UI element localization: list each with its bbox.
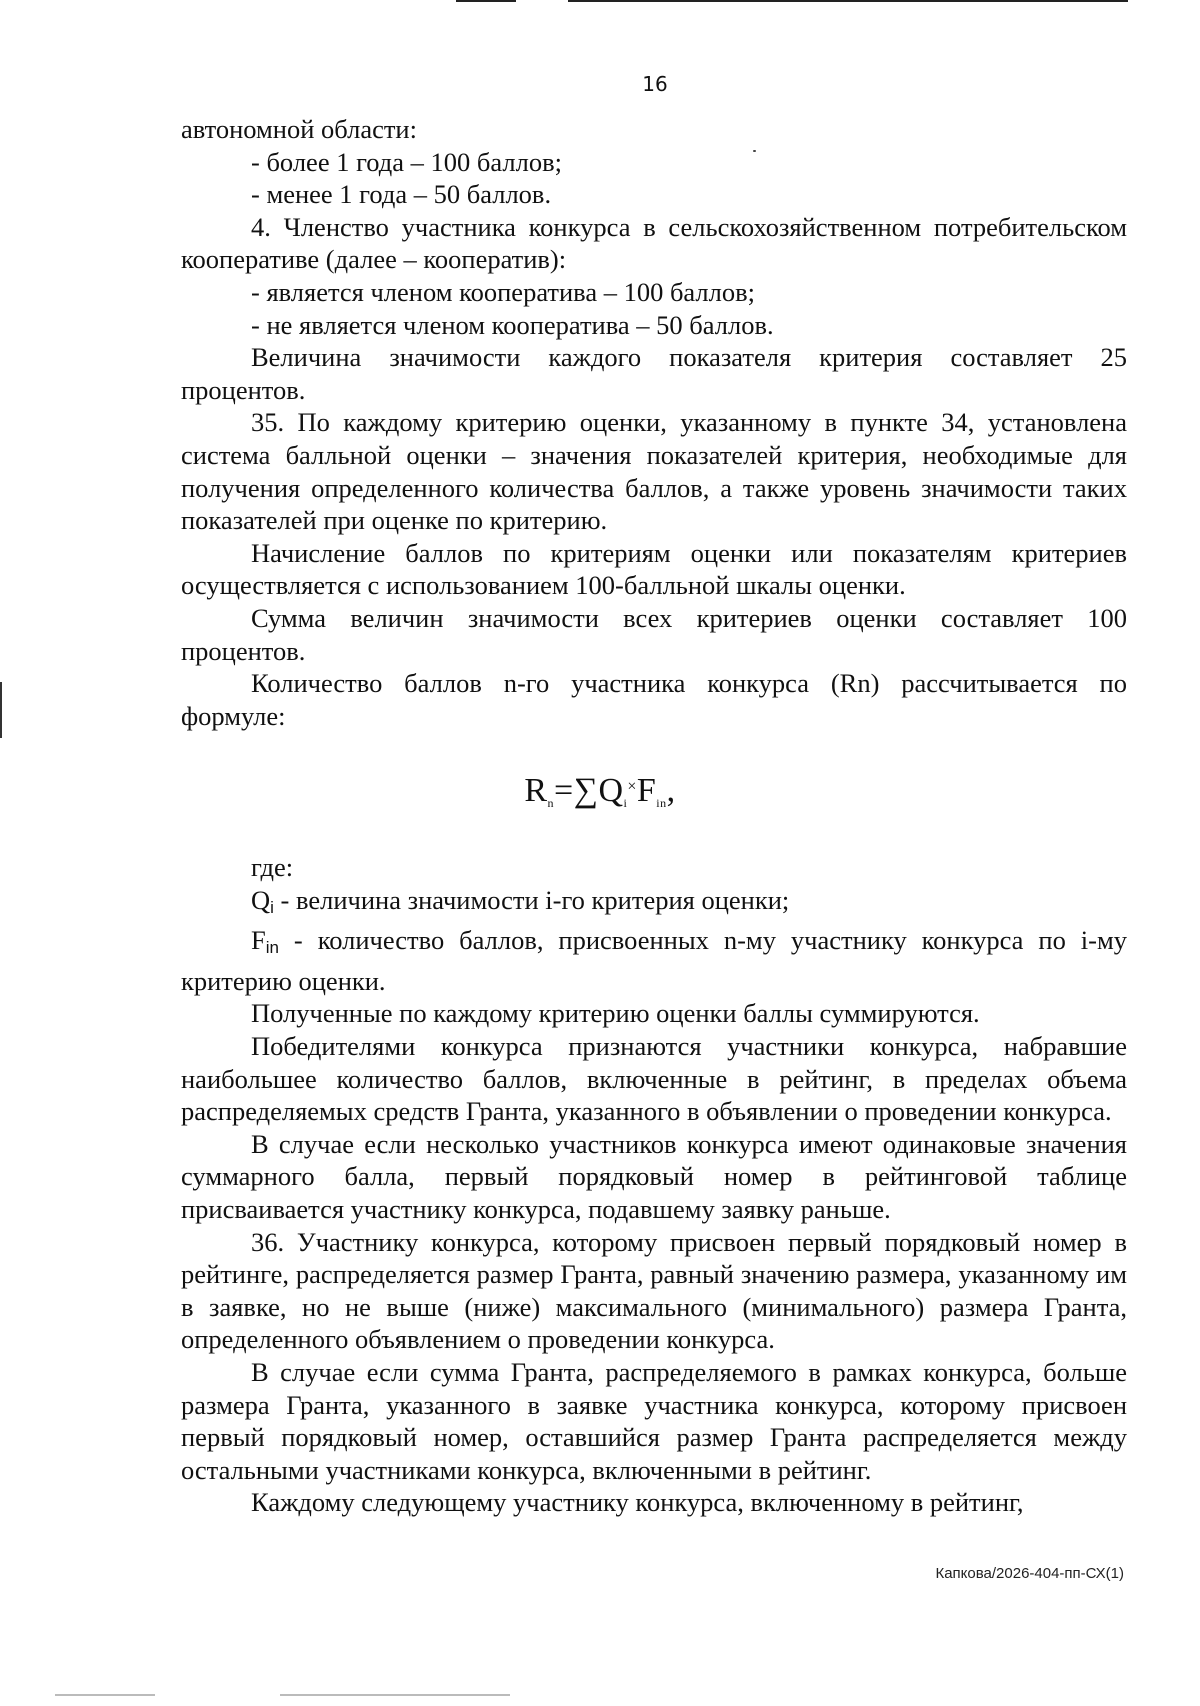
formula-f-sub: in	[656, 796, 667, 810]
paragraph: 36. Участнику конкурса, которому присвоен первый порядковый номер в рейтинге, распределяется размер Гранта, равный значению размера, указанному им в заявке, но не выше (ниже) максимального (минимального) размера Гранта, определенного объявлением о проведении конкурса.	[181, 1226, 1127, 1355]
scan-artifact-line	[568, 0, 1128, 2]
paragraph: 4. Членство участника конкурса в сельскохозяйственном потребительском кооперативе (далее – кооператив):	[181, 211, 1127, 275]
paragraph: Количество баллов n-го участника конкурса (Rn) рассчитывается по формуле:	[181, 668, 1127, 731]
body-text-lower	[181, 851, 1127, 1519]
paragraph: Победителями конкурса признаются участники конкурса, набравшие наибольшее количество баллов, включенные в рейтинг, в пределах объема распределяемых средств Гранта, указанного в объявлении о проведении конкурса.	[181, 1030, 1127, 1127]
f-description: - количество баллов, присвоенных n-му участнику конкурса по i-му критерию оценки.	[181, 925, 1127, 996]
document-footer-code: Капкова/2026-404-пп-СХ(1)	[935, 1565, 1124, 1582]
formula-r: R	[524, 772, 548, 809]
legend-f	[181, 924, 1127, 997]
paragraph: Сумма величин значимости всех критериев оценки составляет 100 процентов.	[181, 602, 1127, 666]
formula-sum: =∑Q	[554, 772, 624, 809]
text-line: автономной области:	[181, 114, 417, 144]
f-subscript: in	[265, 938, 279, 958]
q-subscript: i	[270, 897, 274, 917]
f-symbol: F	[251, 925, 266, 956]
text-line: где:	[251, 852, 294, 882]
scan-artifact-edge	[0, 682, 2, 738]
list-item: - не является членом кооператива – 50 баллов.	[251, 309, 774, 340]
page-number: 16	[642, 72, 668, 96]
list-item: - более 1 года – 100 баллов;	[251, 146, 562, 177]
list-item: - является членом кооператива – 100 баллов;	[251, 276, 756, 307]
paragraph: Начисление баллов по критериям оценки или показателям критериев осуществляется с использованием 100-балльной шкалы оценки.	[181, 537, 1127, 601]
scan-artifact-noise	[280, 1694, 510, 1696]
paragraph: 35. По каждому критерию оценки, указанному в пункте 34, установлена система балльной оценки – значения показателей критерия, необходимые для получения определенного количества баллов, а также уровень значимости таких показателей при оценке по критерию.	[181, 407, 1127, 536]
paragraph: Величина значимости каждого показателя критерия составляет 25 процентов.	[181, 342, 1127, 405]
score-formula	[0, 772, 1200, 811]
paragraph: В случае если несколько участников конкурса имеют одинаковые значения суммарного балла, первый порядковый номер в рейтинговой таблице присваивается участнику конкурса, подавшему заявку раньше.	[181, 1128, 1127, 1224]
list-item: - менее 1 года – 50 баллов.	[251, 179, 552, 210]
formula-times: ×	[627, 778, 637, 795]
legend-q	[181, 884, 1127, 925]
formula-r-sub: n	[547, 796, 555, 810]
formula-tail: ,	[666, 772, 676, 809]
body-text-upper	[181, 113, 1127, 732]
scan-artifact-noise	[55, 1694, 155, 1696]
scan-artifact-line	[456, 0, 516, 2]
q-description: - величина значимости i-го критерия оценки;	[273, 884, 790, 915]
q-symbol: Q	[251, 884, 271, 915]
formula-f: F	[636, 772, 657, 809]
paragraph: Полученные по каждому критерию оценки баллы суммируются.	[251, 998, 980, 1029]
paragraph: В случае если сумма Гранта, распределяемого в рамках конкурса, больше размера Гранта, указанного в заявке участника конкурса, которому присвоен первый порядковый номер, оставшийся размер Гранта распределяется между остальными участниками конкурса, включенными в рейтинг.	[181, 1356, 1127, 1485]
formula-q-sub: i	[623, 796, 628, 810]
paragraph: Каждому следующему участнику конкурса, включенному в рейтинг,	[251, 1487, 1024, 1518]
